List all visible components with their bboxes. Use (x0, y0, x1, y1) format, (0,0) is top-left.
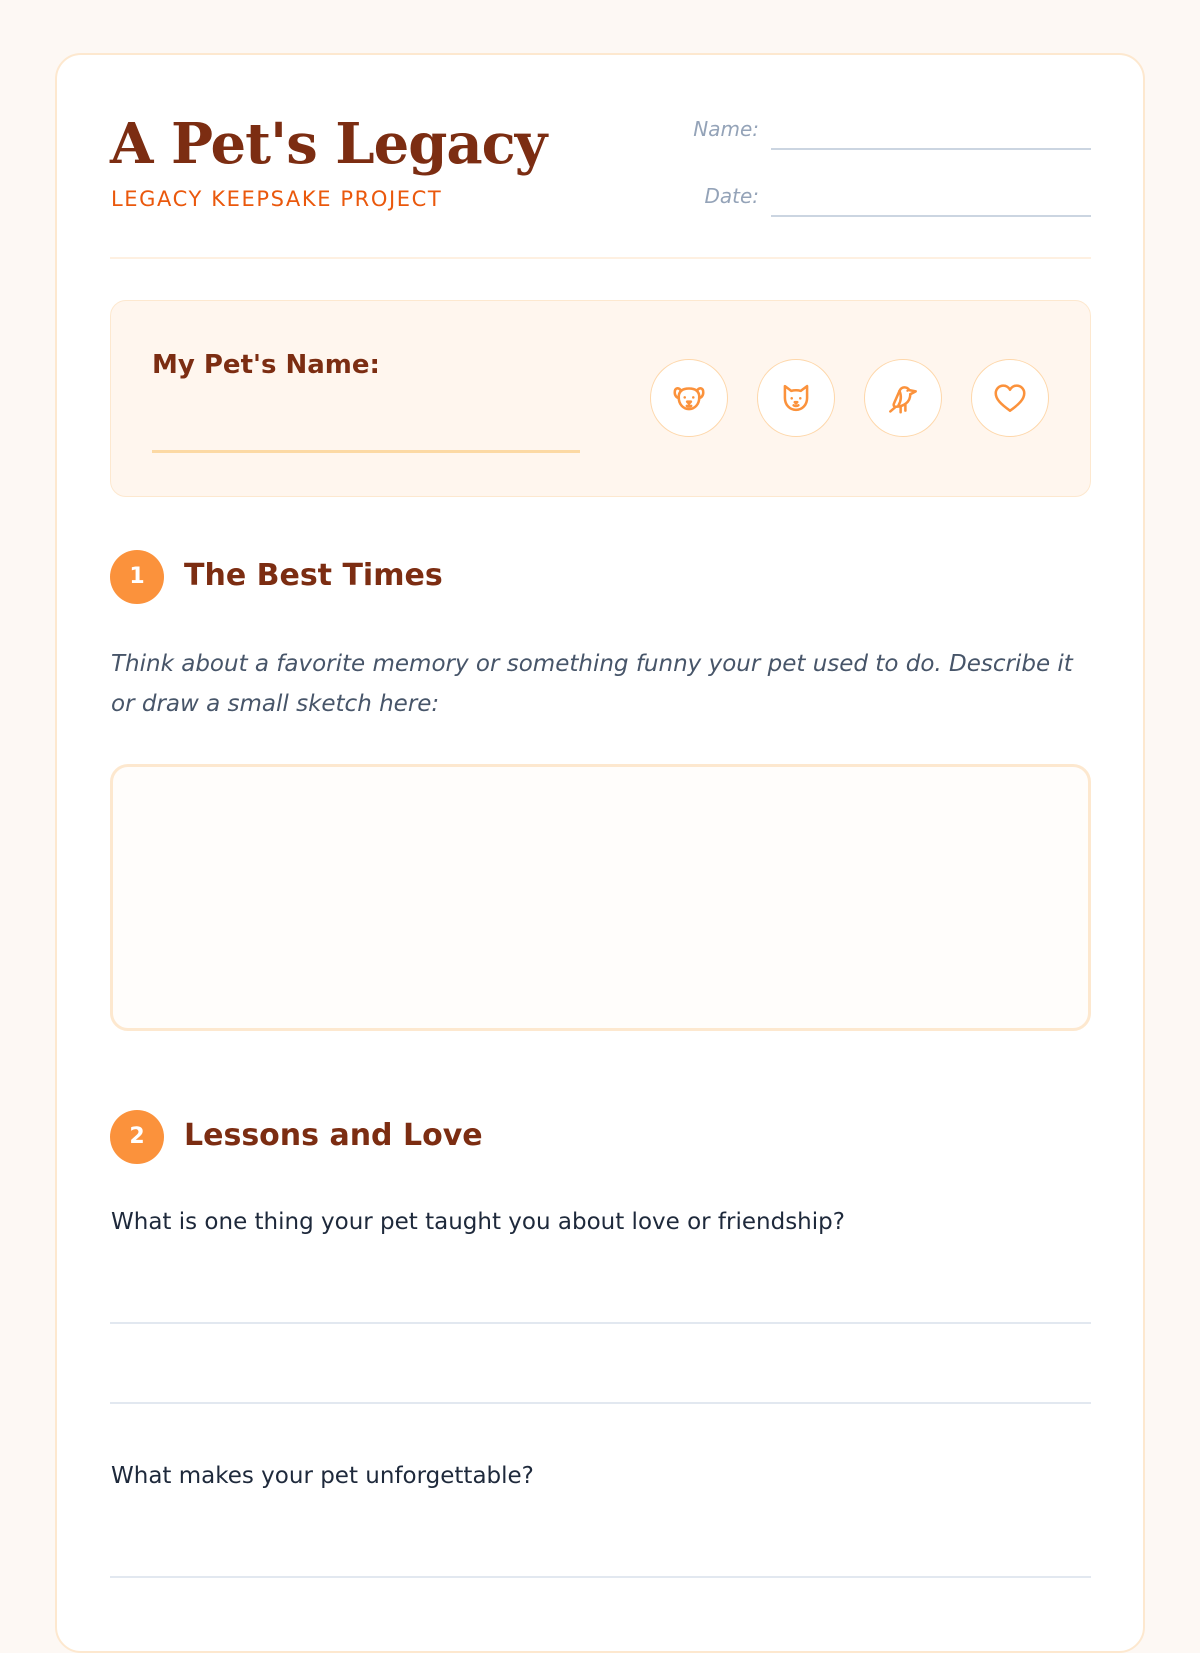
date-label: Date: (704, 184, 759, 208)
section-title: Lessons and Love (184, 1118, 483, 1153)
bird-icon (864, 359, 942, 437)
pet-name-box (110, 300, 1091, 497)
section-number-badge: 2 (110, 1110, 164, 1164)
section-title: The Best Times (184, 558, 443, 593)
page-title: A Pet's Legacy (110, 111, 547, 177)
page-subtitle: LEGACY KEEPSAKE PROJECT (111, 187, 443, 211)
cat-icon (757, 359, 835, 437)
answer-line[interactable] (110, 1576, 1091, 1578)
question-unforgettable: What makes your pet unforgettable? (111, 1463, 534, 1489)
sketch-area[interactable] (110, 764, 1091, 1031)
answer-line[interactable] (110, 1322, 1091, 1324)
name-field[interactable] (771, 148, 1091, 150)
heart-icon (971, 359, 1049, 437)
name-label: Name: (693, 117, 759, 141)
memory-prompt: Think about a favorite memory or something funny your pet used to do. Describe it or draw a small sketch here: (111, 651, 1073, 717)
answer-line[interactable] (110, 1402, 1091, 1404)
question-love: What is one thing your pet taught you about love or friendship? (111, 1209, 845, 1235)
section-number-badge: 1 (110, 550, 164, 604)
header-divider (110, 257, 1091, 259)
date-field[interactable] (771, 215, 1091, 217)
dog-icon (650, 359, 728, 437)
pet-name-label: My Pet's Name: (152, 350, 380, 380)
pet-name-field[interactable] (152, 450, 580, 453)
